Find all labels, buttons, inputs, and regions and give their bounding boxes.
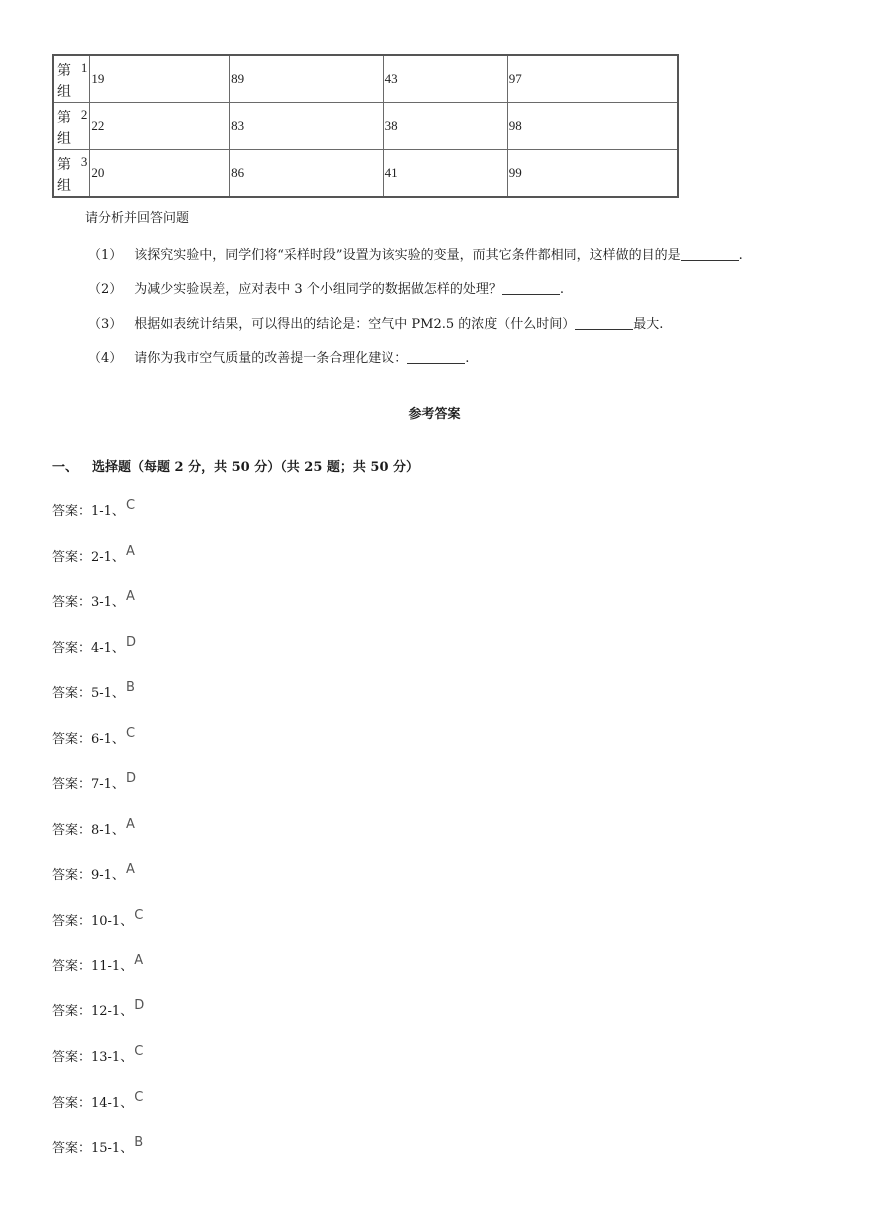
answer-line (52, 1092, 143, 1111)
row-label (53, 55, 90, 103)
answer-line (52, 1000, 144, 1019)
answer-line (52, 728, 135, 747)
question-2 (88, 278, 564, 297)
row-label-suffix: 组 (57, 131, 71, 147)
answer-choice: D (134, 998, 145, 1013)
table-cell: 97 (507, 55, 678, 103)
table-cell: 89 (230, 55, 384, 103)
row-label-number: 2 (80, 107, 88, 122)
table-cell: 38 (383, 103, 507, 150)
reference-answers-title: 参考答案 (408, 407, 461, 422)
answer-prefix: 答案：7-1、 (52, 777, 125, 792)
question-text: 根据如表统计结果，可以得出的结论是：空气中 PM2.5 的浓度（什么时间） (134, 317, 576, 332)
answer-prefix: 答案：9-1、 (52, 868, 125, 883)
answer-choice: B (125, 680, 135, 695)
question-number: （4） (88, 351, 123, 366)
answer-choice: D (125, 771, 136, 786)
question-intro: 请分析并回答问题 (85, 211, 190, 226)
answer-prefix: 答案：1-1、 (52, 504, 125, 519)
answer-line (52, 910, 143, 929)
section-number: 一、 (52, 460, 79, 475)
answer-line (52, 546, 135, 565)
question-number: （1） (88, 248, 123, 263)
answer-prefix: 答案：2-1、 (52, 550, 125, 565)
answer-choice: C (134, 908, 144, 923)
answer-choice: C (125, 498, 136, 513)
data-table (52, 54, 679, 198)
answer-prefix: 答案：5-1、 (52, 686, 125, 701)
question-text: 请你为我市空气质量的改善提一条合理化建议： (134, 351, 408, 366)
question-number: （3） (88, 317, 123, 332)
answer-choice: A (125, 544, 135, 559)
answer-prefix: 答案：4-1、 (52, 641, 125, 656)
answer-choice: B (134, 1135, 144, 1150)
answer-blank[interactable] (502, 282, 560, 295)
row-label-number: 3 (80, 154, 88, 169)
answer-blank[interactable] (407, 351, 465, 364)
question-number: （2） (88, 282, 123, 297)
answer-prefix: 答案：11-1、 (52, 959, 134, 974)
answer-line (52, 1137, 143, 1156)
table-cell: 86 (230, 150, 384, 198)
table-cell: 99 (507, 150, 678, 198)
question-tail: . (465, 351, 470, 366)
question-text: 该探究实验中，同学们将“采样时段”设置为该实验的变量，而其它条件都相同，这样做的目的是 (134, 248, 681, 263)
table-cell: 43 (383, 55, 507, 103)
answer-choice: C (134, 1044, 144, 1059)
question-1 (88, 244, 743, 263)
question-3 (88, 313, 663, 332)
answer-prefix: 答案：14-1、 (52, 1096, 134, 1111)
row-label-prefix: 第 (57, 63, 71, 79)
answer-prefix: 答案：13-1、 (52, 1050, 134, 1065)
answer-prefix: 答案：10-1、 (52, 914, 134, 929)
table-row (53, 103, 678, 150)
answer-line (52, 500, 135, 519)
table-row (53, 150, 678, 198)
answer-choice: A (134, 953, 144, 968)
answer-prefix: 答案：3-1、 (52, 595, 125, 610)
table-row (53, 55, 678, 103)
table-cell: 19 (90, 55, 230, 103)
question-tail: 最大. (633, 317, 664, 332)
row-label-suffix: 组 (57, 84, 71, 100)
answer-line (52, 682, 135, 701)
question-text: 为减少实验误差，应对表中 3 个小组同学的数据做怎样的处理？ (134, 282, 502, 297)
question-tail: . (738, 248, 743, 263)
answer-prefix: 答案：12-1、 (52, 1004, 134, 1019)
answer-blank[interactable] (575, 317, 633, 330)
answer-prefix: 答案：6-1、 (52, 732, 125, 747)
question-4 (88, 347, 469, 366)
answer-choice: A (125, 862, 135, 877)
answer-choice: D (125, 635, 136, 650)
answer-line (52, 591, 135, 610)
question-tail: . (559, 282, 564, 297)
answer-line (52, 637, 136, 656)
table-cell: 98 (507, 103, 678, 150)
section-title: 选择题（每题 2 分，共 50 分）（共 25 题；共 50 分） (92, 460, 420, 475)
row-label-prefix: 第 (57, 157, 71, 173)
answer-choice: A (125, 817, 135, 832)
answer-line (52, 1046, 143, 1065)
row-label-prefix: 第 (57, 110, 71, 126)
answer-line (52, 955, 143, 974)
table-cell: 41 (383, 150, 507, 198)
answer-choice: C (134, 1090, 144, 1105)
row-label-suffix: 组 (57, 178, 71, 194)
row-label (53, 150, 90, 198)
answer-choice: A (125, 589, 135, 604)
answer-prefix: 答案：15-1、 (52, 1141, 134, 1156)
section-heading (52, 456, 419, 475)
table-cell: 20 (90, 150, 230, 198)
answer-choice: C (125, 726, 136, 741)
table-cell: 22 (90, 103, 230, 150)
answer-line (52, 864, 135, 883)
table-cell: 83 (230, 103, 384, 150)
row-label-number: 1 (80, 60, 88, 75)
row-label (53, 103, 90, 150)
answer-blank[interactable] (681, 248, 739, 261)
answer-prefix: 答案：8-1、 (52, 823, 125, 838)
answer-line (52, 773, 136, 792)
answer-line (52, 819, 135, 838)
